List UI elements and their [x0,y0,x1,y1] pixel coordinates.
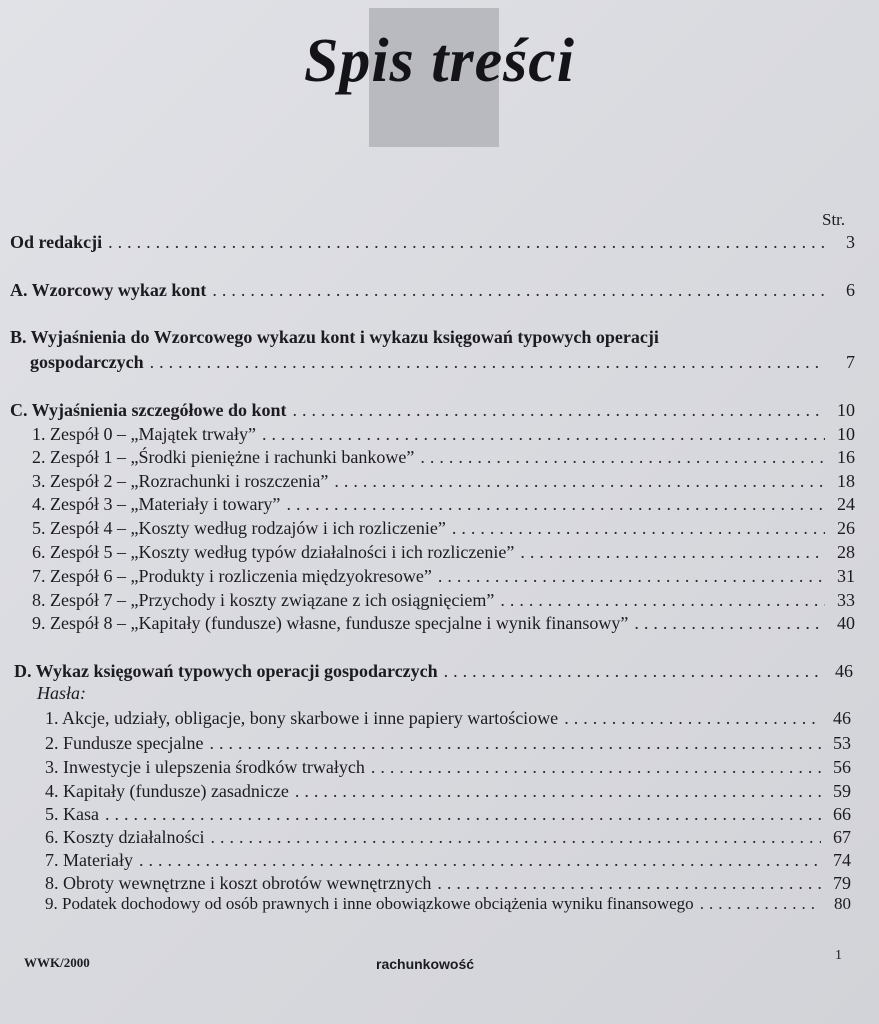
toc-entry-page: 28 [837,542,855,562]
toc-entry-label: 8. Zespół 7 – „Przychody i koszty związane z ich osiągnięciem” [32,590,495,610]
toc-subentry [32,494,855,515]
toc-subentry [45,873,851,894]
page-title: Spis treści [303,27,576,95]
toc-subentry [45,733,851,754]
toc-entry-label: Od redakcji [10,232,103,252]
leader-dots [108,232,825,253]
toc-subheading: Hasła: [37,683,86,703]
toc-entry-page: 53 [833,733,851,753]
toc-subentry [32,542,855,563]
leader-dots [150,352,825,373]
leader-dots [500,590,825,611]
leader-dots [262,424,825,445]
footer-page-number: 1 [835,948,842,963]
toc-entry-page: 40 [837,613,855,633]
leader-dots [452,518,825,539]
leader-dots [437,873,821,894]
toc-entry-label: 4. Kapitały (fundusze) zasadnicze [45,781,289,801]
toc-subentry [45,850,851,871]
leader-dots [634,613,825,634]
toc-entry-page: 26 [837,518,855,538]
toc-entry-label: 6. Zespół 5 – „Koszty według typów działalności i ich rozliczenie” [32,542,515,562]
toc-entry-label: A. Wzorcowy wykaz kont [10,280,207,300]
toc-entry-page: 79 [833,873,851,893]
toc-entry-label: 2. Zespół 1 – „Środki pieniężne i rachunki bankowe” [32,447,415,467]
leader-dots [564,708,821,729]
toc-subentry [32,518,855,539]
toc-entry-page: 10 [837,400,855,420]
leader-dots [700,894,821,914]
toc-entry-label: B. Wyjaśnienia do Wzorcowego wykazu kont i wykazu księgowań typowych operacji [10,327,659,347]
toc-entry-label: 1. Akcje, udziały, obligacje, bony skarbowe i inne papiery wartościowe [45,708,559,728]
toc-entry-label: 7. Zespół 6 – „Produkty i rozliczenia międzyokresowe” [32,566,432,586]
leader-dots [420,447,825,468]
toc-entry-c [10,400,855,421]
toc-entry-label: 5. Kasa [45,804,99,824]
toc-subentry [45,894,851,914]
toc-entry-page: 67 [833,827,851,847]
toc-subentry [45,757,851,778]
toc-entry-label: 9. Zespół 8 – „Kapitały (fundusze) własne, fundusze specjalne i wynik finansowy” [32,613,629,633]
leader-dots [444,661,823,682]
leader-dots [520,542,825,563]
toc-entry-page: 33 [837,590,855,610]
toc-entry-page: 7 [846,352,855,372]
toc-subentry [32,447,855,468]
toc-entry-page: 74 [833,850,851,870]
toc-entry-label: 7. Materiały [45,850,133,870]
toc-entry-label: 9. Podatek dochodowy od osób prawnych i inne obowiązkowe obciążenia wyniku finansowego [45,894,694,913]
toc-entry-label: 1. Zespół 0 – „Majątek trwały” [32,424,256,444]
page-column-label: Str. [822,210,846,229]
toc-entry-page: 66 [833,804,851,824]
toc-entry-od-redakcji [10,232,855,253]
toc-entry-label: 3. Inwestycje i ulepszenia środków trwałych [45,757,365,777]
toc-entry-label: 3. Zespół 2 – „Rozrachunki i roszczenia” [32,471,329,491]
toc-subentry [32,424,855,445]
toc-entry-page: 46 [833,708,851,728]
toc-entry-page: 46 [835,661,853,681]
toc-entry-page: 10 [837,424,855,444]
toc-entry-page: 16 [837,447,855,467]
toc-entry-b-line1 [10,327,855,348]
footer-code: WWK/2000 [24,955,90,970]
footer-publication: rachunkowość [376,956,475,972]
toc-entry-page: 31 [837,566,855,586]
toc-subentry [32,566,855,587]
leader-dots [212,280,825,301]
toc-entry-label: 2. Fundusze specjalne [45,733,204,753]
toc-entry-page: 18 [837,471,855,491]
toc-entry-page: 59 [833,781,851,801]
leader-dots [293,400,826,421]
toc-entry-d [14,661,853,682]
toc-entry-label: D. Wykaz księgowań typowych operacji gospodarczych [14,661,438,681]
leader-dots [371,757,821,778]
toc-subentry [45,804,851,825]
leader-dots [438,566,825,587]
toc-subentry [45,827,851,848]
leader-dots [139,850,821,871]
toc-entry-label: gospodarczych [30,352,144,372]
toc-entry-a [10,280,855,301]
leader-dots [334,471,825,492]
leader-dots [105,804,821,825]
toc-entry-page: 24 [837,494,855,514]
toc-subentry [32,471,855,492]
toc-entry-page: 6 [846,280,855,300]
leader-dots [295,781,821,802]
toc-subentry [32,613,855,634]
toc-subentry [45,781,851,802]
leader-dots [286,494,825,515]
leader-dots [210,827,821,848]
toc-entry-label: C. Wyjaśnienia szczegółowe do kont [10,400,287,420]
toc-entry-label: 4. Zespół 3 – „Materiały i towary” [32,494,281,514]
toc-subentry [45,708,851,729]
toc-entry-page: 56 [833,757,851,777]
toc-subentry [32,590,855,611]
toc-entry-page: 3 [846,232,855,252]
toc-entry-label: 5. Zespół 4 – „Koszty według rodzajów i ich rozliczenie” [32,518,446,538]
toc-entry-page: 80 [834,894,851,913]
leader-dots [209,733,821,754]
toc-entry-b-line2 [30,352,855,373]
toc-entry-label: 6. Koszty działalności [45,827,205,847]
toc-entry-label: 8. Obroty wewnętrzne i koszt obrotów wewnętrznych [45,873,432,893]
